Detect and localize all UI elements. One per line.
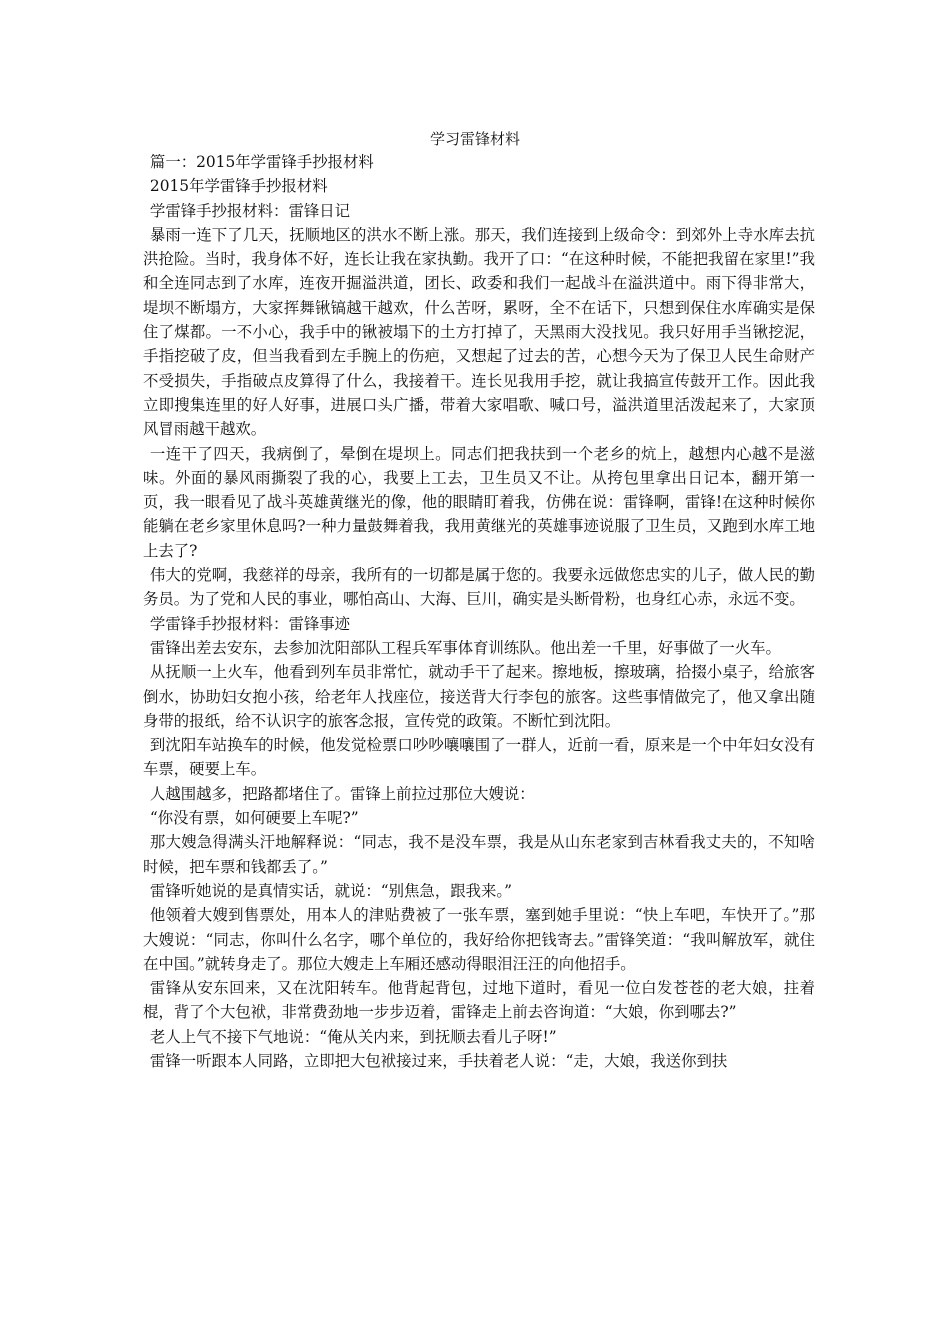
- body-paragraph: 人越围越多，把路都堵住了。雷锋上前拉过那位大嫂说：: [149, 784, 535, 803]
- body-paragraph: 他领着大嫂到售票处，用本人的津贴费被了一张车票，塞到她手里说：“快上车吧，车快开了。”那大嫂说：“同志，你叫什么名字，哪个单位的，我好给你把钱寄去。”雷锋笑道：“我叫解放军，就住在中国。”就转身走了。那位大嫂走上车厢还感动得眼泪汪汪的向他招手。: [143, 906, 815, 973]
- body-paragraph: 雷锋出差去安东，去参加沈阳部队工程兵军事体育训练队。他出差一千里，好事做了一火车。: [149, 638, 781, 657]
- document-body: [143, 150, 815, 1073]
- body-paragraph: 雷锋从安东回来，又在沈阳转车。他背起背包，过地下道时，看见一位白发苍苍的老大娘，拄着棍，背了个大包袱，非常费劲地一步步迈着，雷锋走上前去咨询道：“大娘，你到哪去?”: [143, 979, 815, 1022]
- subheading: 2015年学雷锋手抄报材料: [149, 177, 328, 196]
- body-paragraph: 暴雨一连下了几天，抚顺地区的洪水不断上涨。那天，我们连接到上级命令：到郊外上寺水库去抗洪抢险。当时，我身体不好，连长让我在家执勤。我开了口：“在这种时候，不能把我留在家里!”我和全连同志到了水库，连夜开掘溢洪道，团长、政委和我们一起战斗在溢洪道中。雨下得非常大，堤坝不断塌方，大家挥舞锹镐越干越欢，什么苦呀，累呀，全不在话下，只想到保住水库确实是保住了煤都。一不小心，我手中的锹被塌下的土方打掉了，天黑雨大没找见。我只好用手当锹挖泥，手指挖破了皮，但当我看到左手腕上的伤疤，又想起了过去的苦，心想今天为了保卫人民生命财产不受损失，手指破点皮算得了什么，我接着干。连长见我用手挖，就让我搞宣传鼓开工作。因此我立即搜集连里的好人好事，进展口头广播，带着大家唱歌、喊口号，溢洪道里活泼起来了，大家顶风冒雨越干越欢。: [143, 225, 815, 439]
- body-paragraph: 一连干了四天，我病倒了，晕倒在堤坝上。同志们把我扶到一个老乡的炕上，越想内心越不是滋味。外面的暴风雨撕裂了我的心，我要上工去，卫生员又不让。从挎包里拿出日记本，翻开第一页，我一眼看见了战斗英雄黄继光的像，他的眼睛盯着我，仿佛在说：雷锋啊，雷锋!在这种时候你 能躺在老乡家里休息吗?一种力量鼓舞着我，我用黄继光的英雄事迹说服了卫生员，又跑到水库工地上去了?: [143, 444, 815, 560]
- body-paragraph: 雷锋一听跟本人同路，立即把大包袱接过来，手扶着老人说：“走，大娘，我送你到扶: [149, 1051, 728, 1070]
- body-paragraph: 那大嫂急得满头汗地解释说：“同志，我不是没车票，我是从山东老家到吉林看我丈夫的，不知啥时候，把车票和钱都丢了。”: [143, 833, 815, 876]
- body-paragraph: “你没有票，如何硬要上车呢?”: [149, 809, 359, 828]
- body-paragraph: 到沈阳车站换车的时候，他发觉检票口吵吵嚷嚷围了一群人，近前一看，原来是一个中年妇女没有车票，硬要上车。: [143, 736, 815, 779]
- document-title: 学习雷锋材料: [429, 130, 520, 148]
- subsection-heading: 学雷锋手抄报材料：雷锋事迹: [149, 614, 351, 633]
- section-heading: 篇一：2015年学雷锋手抄报材料: [149, 153, 374, 171]
- subsection-heading: 学雷锋手抄报材料：雷锋日记: [149, 201, 351, 220]
- body-paragraph: 伟大的党啊，我慈祥的母亲，我所有的一切都是属于您的。我要永远做您忠实的儿子，做人民的勤务员。为了党和人民的事业，哪怕高山、大海、巨川，确实是头断骨粉，也身红心赤，永远不变。: [143, 566, 815, 609]
- body-paragraph: 老人上气不接下气地说：“俺从关内来，到抚顺去看儿子呀!”: [149, 1027, 557, 1046]
- body-paragraph: 雷锋听她说的是真情实话，就说：“别焦急，跟我来。”: [149, 881, 512, 900]
- body-paragraph: 从抚顺一上火车，他看到列车员非常忙，就动手干了起来。擦地板，擦玻璃，拾掇小桌子，给旅客倒水，协助妇女抱小孩，给老年人找座位，接送背大行李包的旅客。这些事情做完了，他又拿出随身带的报纸，给不认识字的旅客念报，宣传党的政策。不断忙到沈阳。: [143, 663, 815, 730]
